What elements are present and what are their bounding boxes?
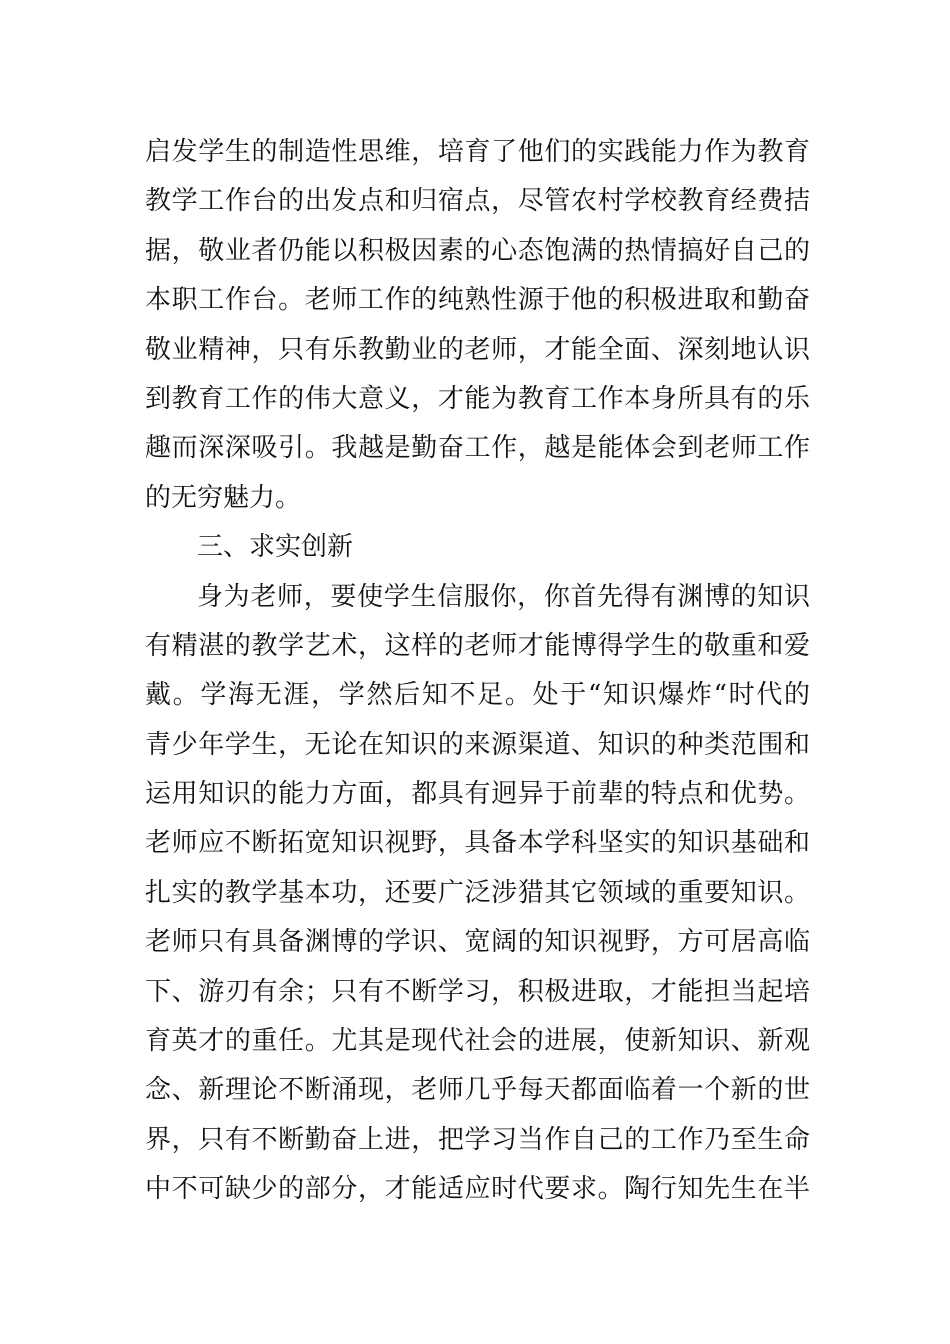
text-line: 有精湛的教学艺术，这样的老师才能博得学生的敬重和爱 <box>145 630 810 661</box>
text-line: 本职工作台。老师工作的纯熟性源于他的积极进取和勤奋 <box>145 285 810 316</box>
body-text <box>145 128 810 1215</box>
text-line: 身为老师，要使学生信服你，你首先得有渊博的知识 <box>197 581 810 612</box>
text-line: 扎实的教学基本功，还要广泛涉猎其它领域的重要知识。 <box>145 877 810 908</box>
text-line: 老师应不断拓宽知识视野，具备本学科坚实的知识基础和 <box>145 828 810 859</box>
text-line: 老师只有具备渊博的学识、宽阔的知识视野，方可居高临 <box>145 927 810 958</box>
text-line: 敬业精神，只有乐教勤业的老师，才能全面、深刻地认识 <box>145 334 810 365</box>
text-line: 育英才的重任。尤其是现代社会的进展，使新知识、新观 <box>145 1026 810 1057</box>
text-line: 趣而深深吸引。我越是勤奋工作，越是能体会到老师工作 <box>145 433 810 464</box>
text-line: 念、新理论不断涌现，老师几乎每天都面临着一个新的世 <box>145 1075 810 1106</box>
text-line: 到教育工作的伟大意义，才能为教育工作本身所具有的乐 <box>145 383 810 414</box>
text-line: 的无穷魅力。 <box>145 482 302 513</box>
text-line: 戴。学海无涯，学然后知不足。处于“知识爆炸“时代的 <box>145 680 810 711</box>
text-line: 青少年学生，无论在知识的来源渠道、知识的种类范围和 <box>145 729 810 760</box>
text-line: 教学工作台的出发点和归宿点，尽管农村学校教育经费拮 <box>145 186 810 217</box>
text-line: 中不可缺少的部分，才能适应时代要求。陶行知先生在半 <box>145 1174 810 1205</box>
text-line: 运用知识的能力方面，都具有迥异于前辈的特点和优势。 <box>145 779 810 810</box>
text-line: 界，只有不断勤奋上进，把学习当作自己的工作乃至生命 <box>145 1124 810 1155</box>
text-line: 据，敬业者仍能以积极因素的心态饱满的热情搞好自己的 <box>145 235 810 266</box>
text-line: 启发学生的制造性思维，培育了他们的实践能力作为教育 <box>145 137 810 167</box>
section-heading: 三、求实创新 <box>197 532 354 563</box>
text-line: 下、游刃有余；只有不断学习，积极进取，才能担当起培 <box>145 976 810 1007</box>
